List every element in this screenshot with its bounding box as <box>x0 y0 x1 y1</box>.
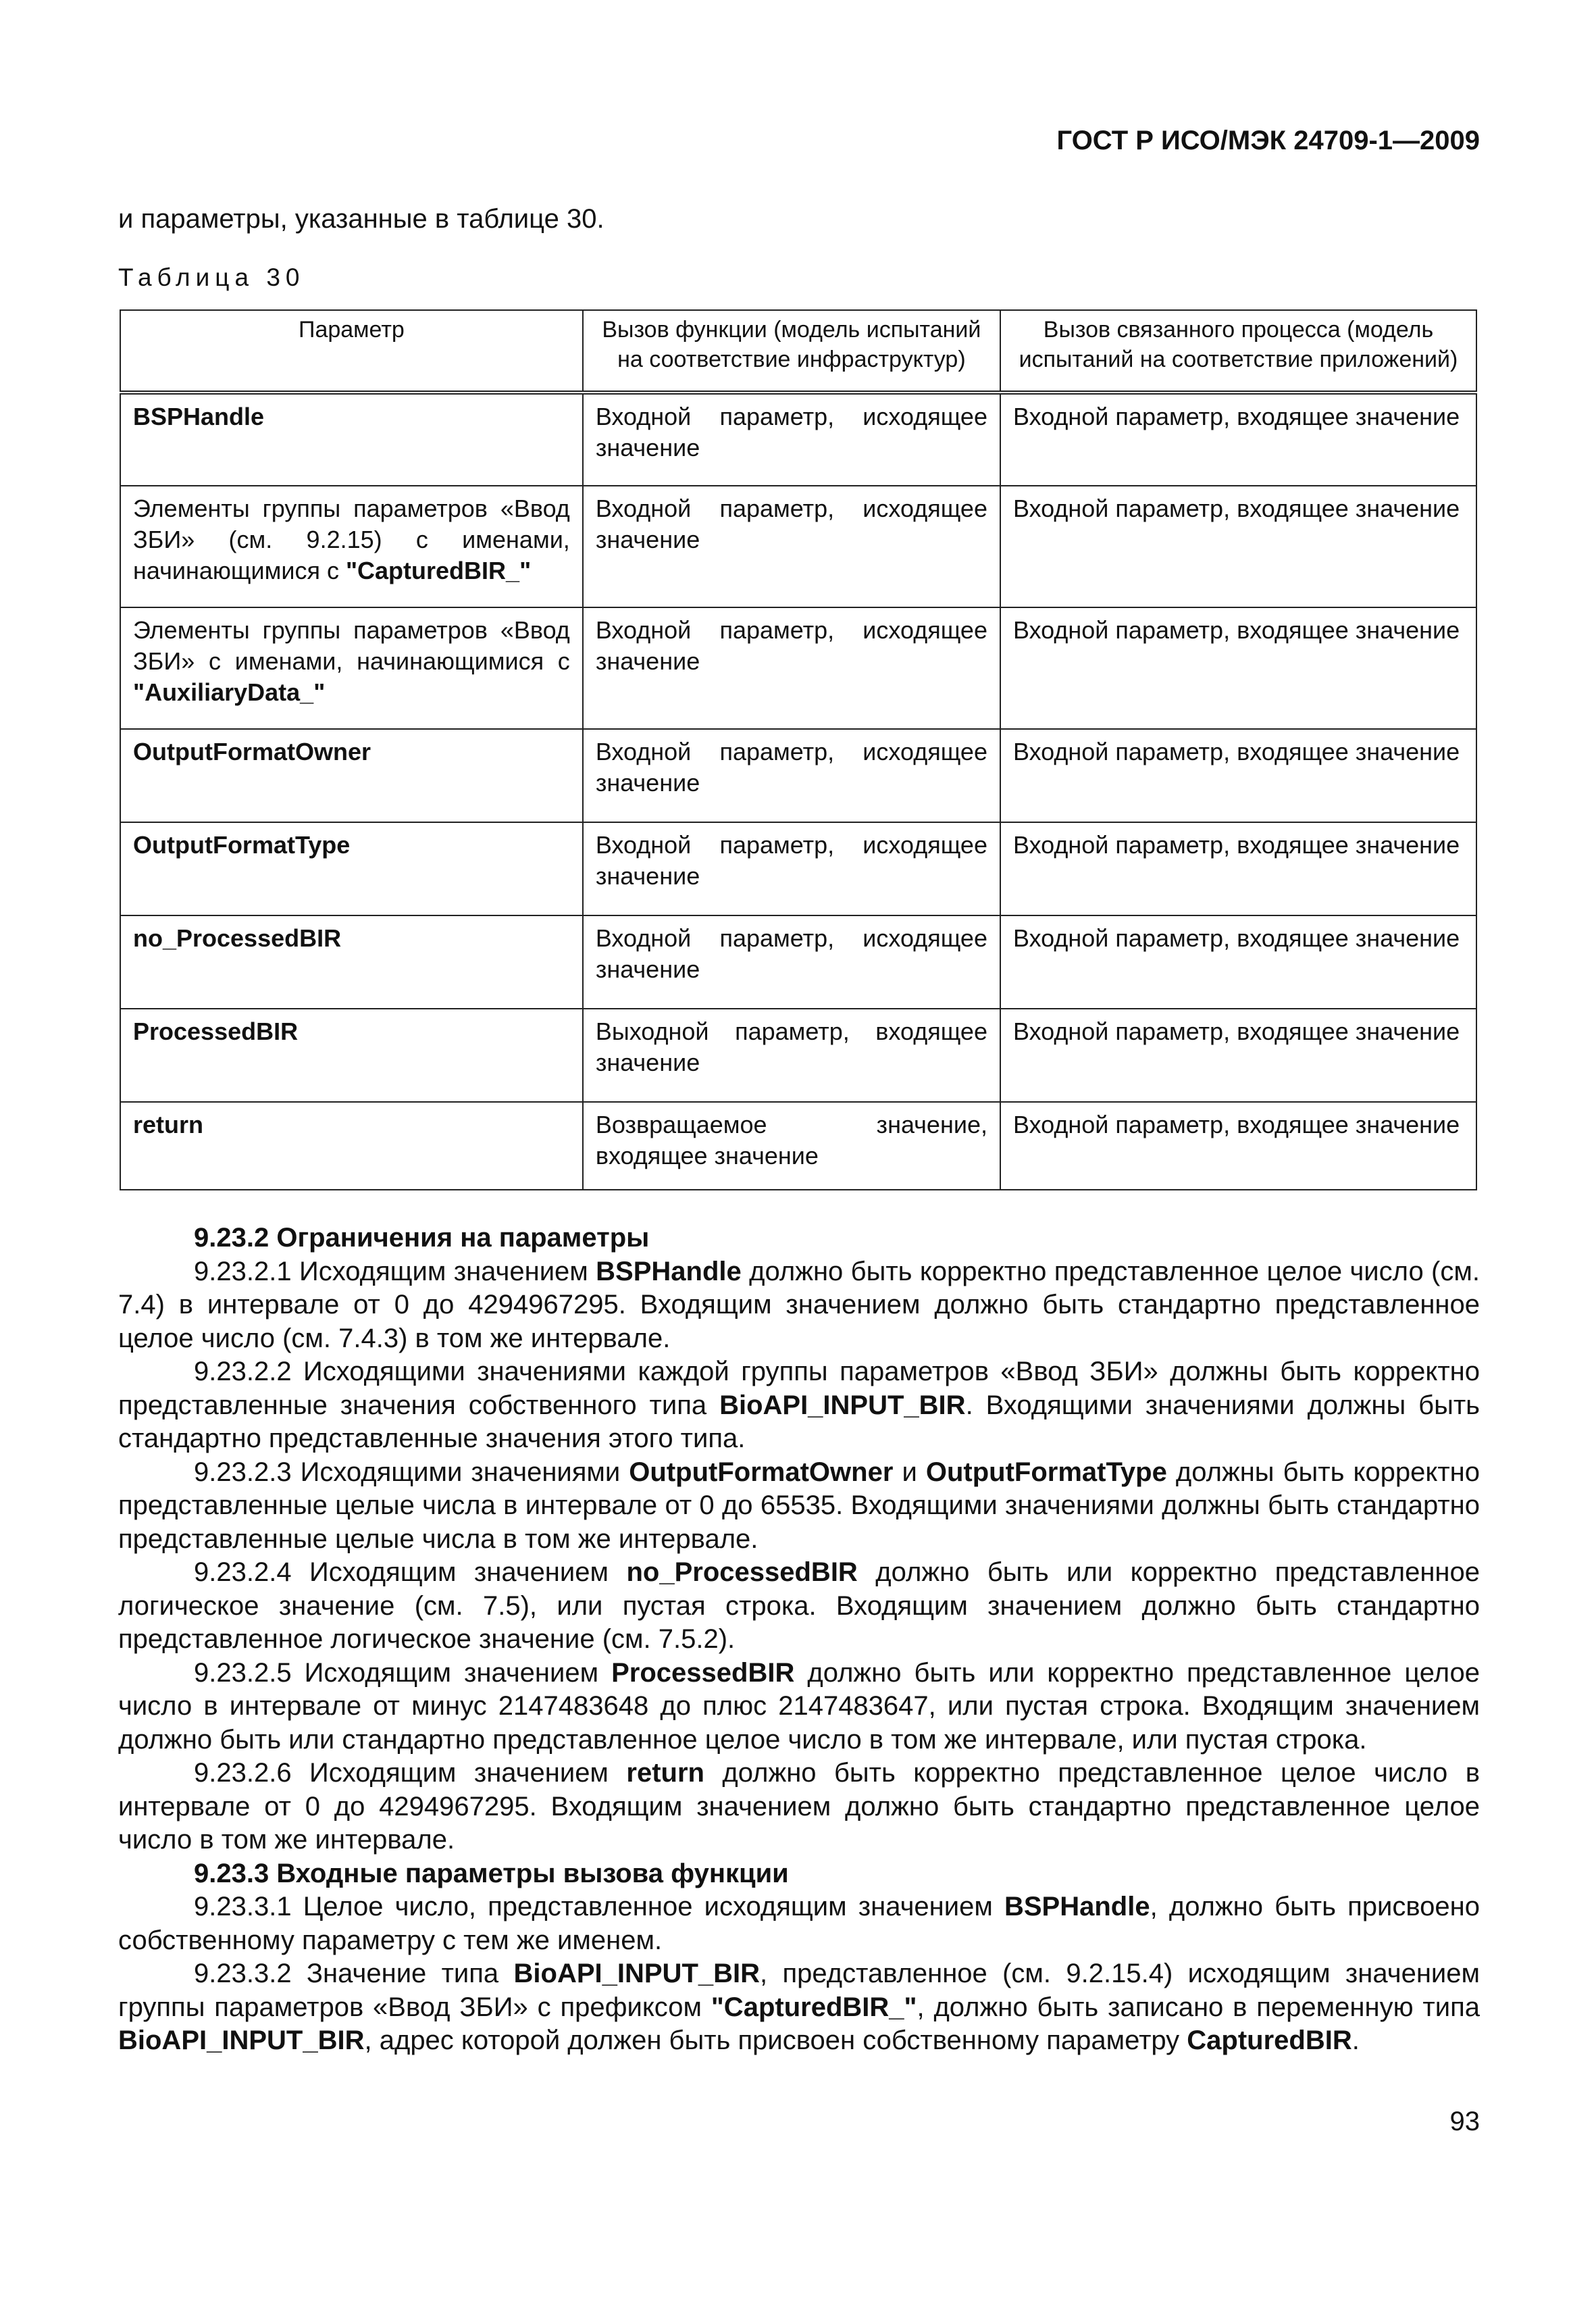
param-cell: BSPHandle <box>120 393 583 486</box>
table-row <box>120 915 1476 1009</box>
paragraph: 9.23.2.5 Исходящим значением ProcessedBIR должно быть или корректно представленное целое число в интервале от минус 2147483648 до плюс 2147483647, или пустая строка. Входящим значением должно быть или стандартно представленное целое число в том же интервале, или пустая строка. <box>118 1657 1480 1755</box>
param-text: Элементы группы параметров «Ввод ЗБИ» с именами, начинающимися с <box>133 616 570 675</box>
section-heading: 9.23.2 Ограничения на параметры <box>194 1223 650 1253</box>
process-cell: Входной параметр, входящее значение <box>1000 1102 1476 1190</box>
section-heading: 9.23.3 Входные параметры вызова функции <box>194 1858 789 1888</box>
table-row <box>120 393 1476 486</box>
column-header-parameter: Параметр <box>120 310 583 393</box>
page-number: 93 <box>1449 2107 1480 2136</box>
param-cell: return <box>120 1102 583 1190</box>
table-header-row <box>120 310 1476 393</box>
call-cell: Входной параметр, исходящее значение <box>583 822 1000 915</box>
table-row <box>120 822 1476 915</box>
param-cell <box>120 486 583 607</box>
call-cell: Входной параметр, исходящее значение <box>583 486 1000 607</box>
param-prefix: "CapturedBIR_" <box>345 557 532 584</box>
column-header-process-call: Вызов связанного процесса (модель испытаний на соответствие приложений) <box>1000 310 1476 393</box>
call-cell: Входной параметр, исходящее значение <box>583 393 1000 486</box>
table-row <box>120 607 1476 729</box>
paragraph: 9.23.3.2 Значение типа BioAPI_INPUT_BIR, представленное (см. 9.2.15.4) исходящим значением группы параметров «Ввод ЗБИ» с префиксом "CapturedBIR_", должно быть записано в переменную типа BioAPI_INPUT_BIR, адрес которой должен быть присвоен собственному параметру CapturedBIR. <box>118 1959 1480 2055</box>
param-cell: OutputFormatOwner <box>120 729 583 822</box>
paragraph: 9.23.2.6 Исходящим значением return должно быть корректно представленное целое число в интервале от 0 до 4294967295. Входящим значением должно быть стандартно представленное целое число в том же интервале. <box>118 1758 1480 1855</box>
table-caption: Таблица 30 <box>118 263 305 291</box>
process-cell: Входной параметр, входящее значение <box>1000 607 1476 729</box>
table-row <box>120 1009 1476 1102</box>
paragraph: 9.23.2.4 Исходящим значением no_ProcessedBIR должно быть или корректно представленное логическое значение (см. 7.5), или пустая строка. Входящим значением должно быть стандартно представленное логическое значение (см. 7.5.2). <box>118 1557 1480 1654</box>
process-cell: Входной параметр, входящее значение <box>1000 486 1476 607</box>
table-row <box>120 729 1476 822</box>
param-cell: no_ProcessedBIR <box>120 915 583 1009</box>
param-prefix: "AuxiliaryData_" <box>133 678 326 706</box>
param-text: Элементы группы параметров «Ввод ЗБИ» (см. 9.2.15) с именами, начинающимися с <box>133 495 570 584</box>
process-cell: Входной параметр, входящее значение <box>1000 729 1476 822</box>
body-text <box>118 1222 1480 2058</box>
paragraph: 9.23.3.1 Целое число, представленное исходящим значением BSPHandle, должно быть присвоено собственному параметру с тем же именем. <box>118 1892 1480 1955</box>
intro-text: и параметры, указанные в таблице 30. <box>118 204 604 234</box>
column-header-function-call: Вызов функции (модель испытаний на соответствие инфраструктур) <box>583 310 1000 393</box>
call-cell: Выходной параметр, входящее значение <box>583 1009 1000 1102</box>
call-cell: Возвращаемое значение, входящее значение <box>583 1102 1000 1190</box>
process-cell: Входной параметр, входящее значение <box>1000 915 1476 1009</box>
call-cell: Входной параметр, исходящее значение <box>583 607 1000 729</box>
table-row <box>120 1102 1476 1190</box>
call-cell: Входной параметр, исходящее значение <box>583 915 1000 1009</box>
parameters-table <box>120 309 1477 1190</box>
process-cell: Входной параметр, входящее значение <box>1000 1009 1476 1102</box>
paragraph: 9.23.2.2 Исходящими значениями каждой группы параметров «Ввод ЗБИ» должны быть корректно представленные значения собственного типа BioAPI_INPUT_BIR. Входящими значениями должны быть стандартно представленные значения этого типа. <box>118 1357 1480 1453</box>
process-cell: Входной параметр, входящее значение <box>1000 393 1476 486</box>
paragraph: 9.23.2.1 Исходящим значением BSPHandle должно быть корректно представленное целое число (см. 7.4) в интервале от 0 до 4294967295. Входящим значением должно быть стандартно представленное целое число (см. 7.4.3) в том же интервале. <box>118 1256 1480 1353</box>
param-cell <box>120 607 583 729</box>
paragraph: 9.23.2.3 Исходящими значениями OutputFormatOwner и OutputFormatType должны быть корректно представленные целые числа в интервале от 0 до 65535. Входящими значениями должны быть стандартно представленные целые числа в том же интервале. <box>118 1457 1480 1554</box>
param-cell: OutputFormatType <box>120 822 583 915</box>
call-cell: Входной параметр, исходящее значение <box>583 729 1000 822</box>
param-cell: ProcessedBIR <box>120 1009 583 1102</box>
process-cell: Входной параметр, входящее значение <box>1000 822 1476 915</box>
document-header: ГОСТ Р ИСО/МЭК 24709-1—2009 <box>1056 126 1480 155</box>
table-row <box>120 486 1476 607</box>
